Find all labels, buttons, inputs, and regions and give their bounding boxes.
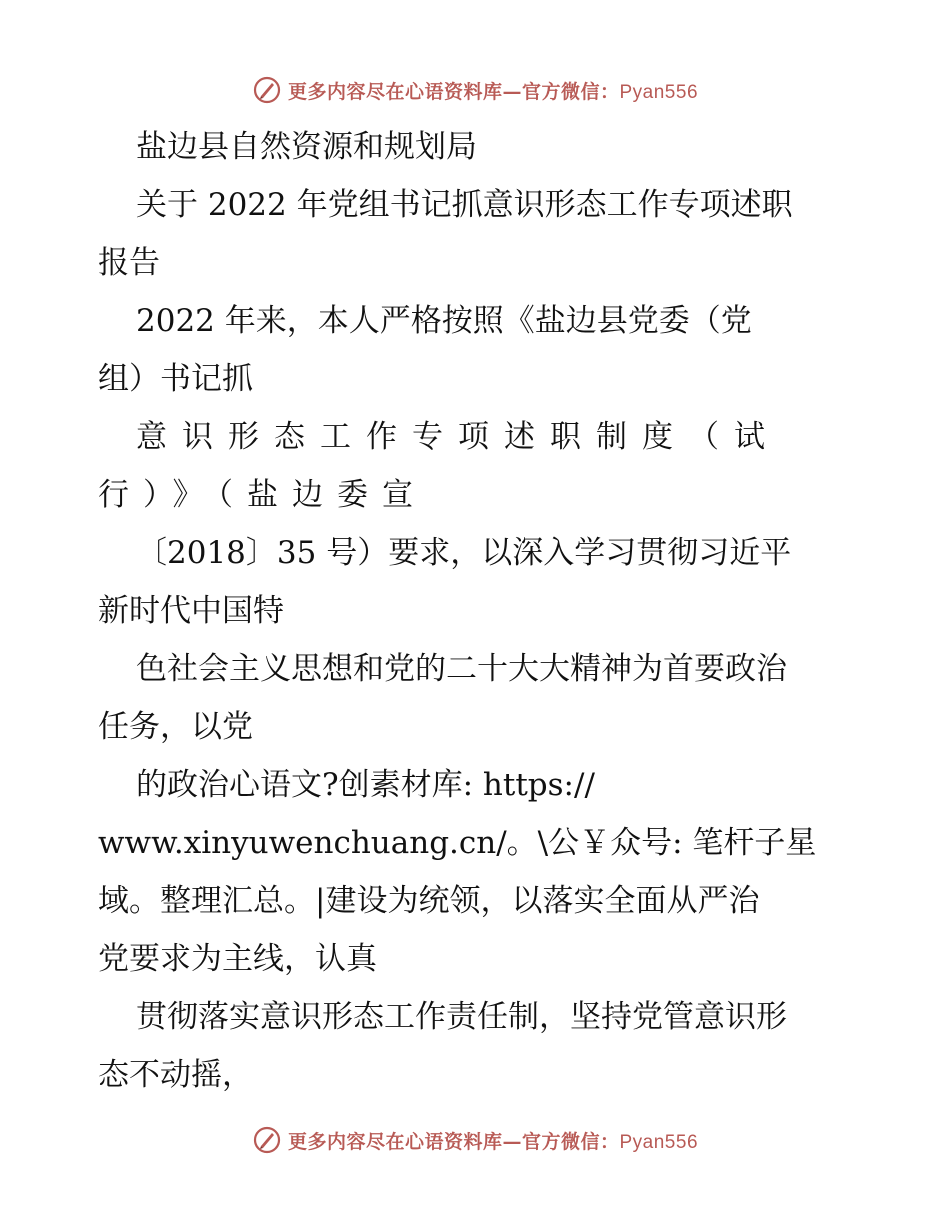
doc-line-paragraph: 的政治心语文?创素材库: https:// [136, 767, 595, 803]
doc-line-paragraph: 党要求为主线，认真 [98, 941, 377, 977]
doc-line-paragraph: 色社会主义思想和党的二十大大精神为首要政治 [136, 651, 787, 687]
doc-line-paragraph: 组）书记抓 [98, 361, 253, 397]
doc-line-report-title: 关于 2022 年党组书记抓意识形态工作专项述职 [136, 187, 793, 223]
doc-line-paragraph: 域。整理汇总。|建设为统领，以落实全面从严治 [98, 883, 760, 919]
quill-seal-icon [252, 1125, 282, 1155]
doc-line-org-title: 盐边县自然资源和规划局 [136, 129, 477, 165]
doc-line-paragraph: 任务，以党 [98, 709, 253, 745]
header-watermark-banner [0, 72, 950, 108]
doc-line-paragraph: www.xinyuwenchuang.cn/。\公￥众号: 笔杆子星 [98, 825, 817, 861]
doc-line-paragraph: 2022 年来，本人严格按照《盐边县党委（党 [136, 303, 752, 339]
watermark-wechat-id: Pyan556 [619, 81, 699, 103]
doc-line-paragraph: 贯彻落实意识形态工作责任制，坚持党管意识形 [136, 999, 787, 1035]
watermark-text [288, 77, 698, 104]
doc-line-paragraph: 〔2018〕35 号）要求，以深入学习贯彻习近平 [136, 535, 792, 571]
watermark-text-cn: 更多内容尽在心语资料库—官方微信： [287, 1130, 620, 1153]
doc-line-paragraph: 态不动摇， [98, 1057, 253, 1093]
doc-line-paragraph: 行）》（盐边委宣 [98, 477, 427, 513]
watermark-wechat-id: Pyan556 [619, 1131, 699, 1153]
watermark-text-cn: 更多内容尽在心语资料库—官方微信： [287, 80, 620, 103]
doc-line-report-title-cont: 报告 [98, 245, 160, 281]
watermark-text [288, 1127, 698, 1154]
footer-watermark-banner [0, 1122, 950, 1158]
quill-seal-icon [252, 75, 282, 105]
document-body [98, 118, 858, 1104]
doc-line-paragraph: 意识形态工作专项述职制度（试 [136, 419, 780, 455]
doc-line-paragraph: 新时代中国特 [98, 593, 284, 629]
